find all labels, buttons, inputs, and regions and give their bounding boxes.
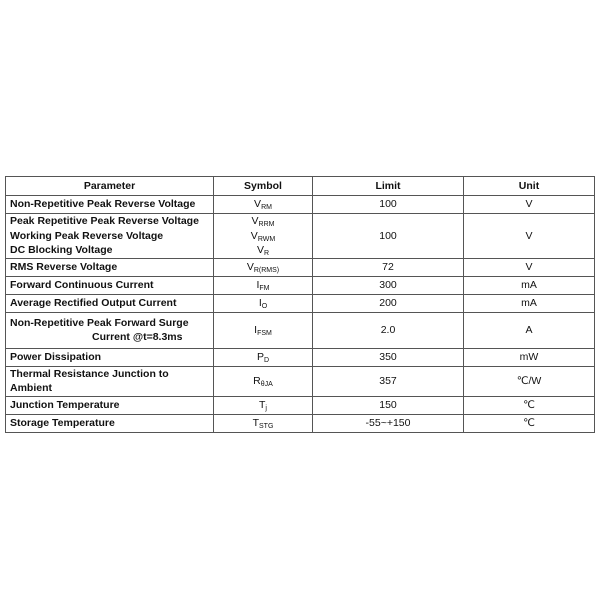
header-symbol: Symbol xyxy=(214,177,313,196)
symbol-main: I xyxy=(258,296,262,309)
symbol-text xyxy=(218,278,308,293)
limit-cell: 150 xyxy=(313,396,464,414)
header-limit: Limit xyxy=(313,177,464,196)
unit-cell: V xyxy=(464,258,595,276)
symbol-subscript: θJA xyxy=(260,380,273,388)
symbol-main: T xyxy=(259,398,266,411)
table-row xyxy=(6,366,595,396)
parameter-text: Forward Continuous Current xyxy=(10,278,154,291)
symbol-text xyxy=(218,243,308,258)
parameter-text: Junction Temperature xyxy=(10,398,120,411)
parameter-cell xyxy=(6,196,214,214)
parameter-text: Current @t=8.3ms xyxy=(92,331,183,343)
symbol-main: V xyxy=(251,215,259,227)
parameter-cell xyxy=(6,294,214,312)
table-row xyxy=(6,258,595,276)
limit-cell: 72 xyxy=(313,258,464,276)
parameter-text: Non-Repetitive Peak Reverse Voltage xyxy=(10,198,196,211)
symbol-cell xyxy=(214,214,313,259)
table-row xyxy=(6,276,595,294)
symbol-subscript: j xyxy=(265,404,267,412)
parameter-text: Average Rectified Output Current xyxy=(10,296,177,309)
unit-cell: ℃ xyxy=(464,414,595,432)
parameter-text: Power Dissipation xyxy=(10,350,102,363)
limit-cell: 357 xyxy=(313,366,464,396)
symbol-cell xyxy=(214,196,313,214)
limit-cell: 100 xyxy=(313,214,464,259)
unit-cell: V xyxy=(464,196,595,214)
symbol-main: I xyxy=(254,323,258,336)
parameter-cell xyxy=(6,258,214,276)
symbol-text xyxy=(218,398,308,413)
symbol-cell xyxy=(214,348,313,366)
symbol-text xyxy=(218,214,308,229)
symbol-cell xyxy=(214,366,313,396)
unit-cell: A xyxy=(464,312,595,348)
symbol-main: P xyxy=(256,350,264,363)
symbol-main: T xyxy=(252,416,260,429)
symbol-main: V xyxy=(256,244,264,256)
limit-cell: 2.0 xyxy=(313,312,464,348)
parameter-text: RMS Reverse Voltage xyxy=(10,260,118,273)
symbol-cell xyxy=(214,258,313,276)
table-row xyxy=(6,196,595,214)
unit-cell: V xyxy=(464,214,595,259)
parameter-cell xyxy=(6,396,214,414)
symbol-text xyxy=(218,416,308,431)
table-row xyxy=(6,294,595,312)
unit-cell: mA xyxy=(464,294,595,312)
symbol-text xyxy=(218,197,308,212)
symbol-subscript: RWM xyxy=(257,235,276,243)
table-row xyxy=(6,312,595,348)
parameter-cell xyxy=(6,214,214,259)
symbol-cell xyxy=(214,414,313,432)
parameter-cell xyxy=(6,312,214,348)
symbol-subscript: R xyxy=(263,250,270,257)
parameter-text: Storage Temperature xyxy=(10,416,115,429)
symbol-text xyxy=(218,374,308,389)
limit-cell: -55~+150 xyxy=(313,414,464,432)
parameter-text: Non-Repetitive Peak Forward Surge xyxy=(10,316,189,329)
symbol-main: I xyxy=(256,278,260,291)
limit-cell: 100 xyxy=(313,196,464,214)
symbol-subscript: O xyxy=(261,302,268,310)
table-row xyxy=(6,214,595,259)
symbol-subscript: STG xyxy=(259,422,274,430)
symbol-text xyxy=(218,229,308,244)
symbol-main: V xyxy=(254,198,262,211)
header-row xyxy=(6,177,595,196)
symbol-subscript: R(RMS) xyxy=(253,266,280,274)
unit-cell: ℃/W xyxy=(464,366,595,396)
symbol-text xyxy=(218,260,308,275)
symbol-cell xyxy=(214,312,313,348)
parameter-text: Thermal Resistance Junction to Ambient xyxy=(10,367,169,394)
symbol-cell xyxy=(214,396,313,414)
parameter-text: Working Peak Reverse Voltage xyxy=(10,229,164,242)
limit-cell: 350 xyxy=(313,348,464,366)
header-unit: Unit xyxy=(464,177,595,196)
symbol-main: V xyxy=(246,260,254,273)
limit-cell: 200 xyxy=(313,294,464,312)
header-parameter: Parameter xyxy=(6,177,214,196)
table-row xyxy=(6,396,595,414)
symbol-subscript: RM xyxy=(261,204,272,212)
symbol-text xyxy=(218,350,308,365)
table-body xyxy=(6,196,595,433)
symbol-text xyxy=(218,296,308,311)
symbol-main: R xyxy=(253,374,261,387)
symbol-subscript: RRM xyxy=(258,221,275,228)
unit-cell: mA xyxy=(464,276,595,294)
parameter-text: Peak Repetitive Peak Reverse Voltage xyxy=(10,215,199,227)
ratings-table xyxy=(5,176,595,433)
symbol-cell xyxy=(214,294,313,312)
parameter-text: DC Blocking Voltage xyxy=(10,244,113,256)
symbol-subscript: FM xyxy=(259,284,270,292)
parameter-cell xyxy=(6,366,214,396)
table-row xyxy=(6,348,595,366)
parameter-cell xyxy=(6,348,214,366)
parameter-cell xyxy=(6,414,214,432)
parameter-cell xyxy=(6,276,214,294)
symbol-text xyxy=(218,323,308,338)
symbol-cell xyxy=(214,276,313,294)
symbol-subscript: FSM xyxy=(257,329,272,337)
symbol-subscript: D xyxy=(263,356,270,364)
unit-cell: mW xyxy=(464,348,595,366)
unit-cell: ℃ xyxy=(464,396,595,414)
symbol-main: V xyxy=(250,229,258,242)
limit-cell: 300 xyxy=(313,276,464,294)
table-row xyxy=(6,414,595,432)
